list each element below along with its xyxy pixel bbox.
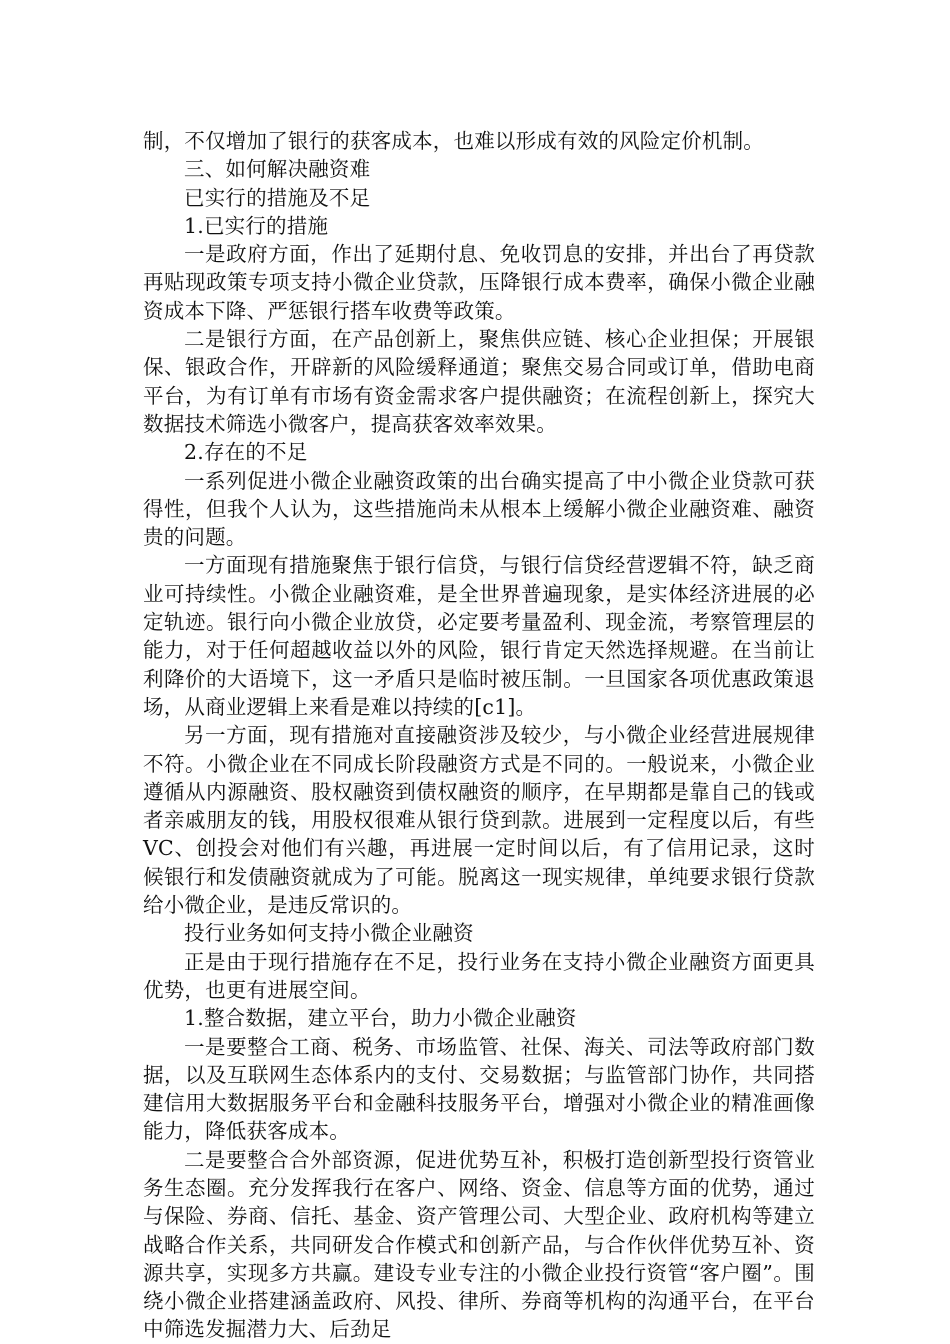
subsection-heading: 2.存在的不足 — [184, 440, 308, 465]
paragraph: 一是要整合工商、税务、市场监管、社保、海关、司法等政府部门数据，以及互联网生态体系内的支付、交易数据；与监管部门协作，共同搭建信用大数据服务平台和金融科技服务平台，增强对小微企业的精准画像能力，降低获客成本。 — [143, 1034, 815, 1144]
subsection-heading: 已实行的措施及不足 — [184, 185, 371, 210]
paragraph: 一方面现有措施聚焦于银行信贷，与银行信贷经营逻辑不符，缺乏商业可持续性。小微企业融资难，是全世界普遍现象，是实体经济进展的必定轨迹。银行向小微企业放贷，必定要考量盈利、现金流，考察管理层的能力，对于任何超越收益以外的风险，银行肯定天然选择规避。在当前让利降价的大语境下，这一矛盾只是临时被压制。一旦国家各项优惠政策退场，从商业逻辑上来看是难以持续的[c1]。 — [143, 553, 815, 719]
subsection-heading: 1.整合数据，建立平台，助力小微企业融资 — [184, 1006, 577, 1031]
paragraph: 二是要整合合外部资源，促进优势互补，积极打造创新型投行资管业务生态圈。充分发挥我行在客户、网络、资金、信息等方面的优势，通过与保险、券商、信托、基金、资产管理公司、大型企业、政府机构等建立战略合作关系，共同研发合作模式和创新产品，与合作伙伴优势互补、资源共享，实现多方共赢。建设专业专注的小微企业投行资管“客户圈”。围绕小微企业搭建涵盖政府、风投、律所、券商等机构的沟通平台，在平台中筛选发掘潜力大、后劲足 — [143, 1147, 815, 1342]
paragraph-continuation: 制，不仅增加了银行的获客成本，也难以形成有效的风险定价机制。 — [143, 129, 764, 153]
subsection-heading: 1.已实行的措施 — [184, 213, 329, 238]
paragraph: 一是政府方面，作出了延期付息、免收罚息的安排，并出台了再贷款再贴现政策专项支持小微企业贷款，压降银行成本费率，确保小微企业融资成本下降、严惩银行搭车收费等政策。 — [143, 242, 815, 323]
section-heading: 三、如何解决融资难 — [184, 157, 371, 182]
subsection-heading: 投行业务如何支持小微企业融资 — [184, 921, 474, 946]
paragraph: 正是由于现行措施存在不足，投行业务在支持小微企业融资方面更具优势，也更有进展空间。 — [143, 949, 815, 1002]
paragraph: 另一方面，现有措施对直接融资涉及较少，与小微企业经营进展规律不符。小微企业在不同成长阶段融资方式是不同的。一般说来，小微企业遵循从内源融资、股权融资到债权融资的顺序，在早期都是靠自己的钱或者亲戚朋友的钱，用股权很难从银行贷到款。进展到一定程度以后，有些VC、创投会对他们有兴趣，再进展一定时间以后，有了信用记录，这时候银行和发债融资就成为了可能。脱离这一现实规律，单纯要求银行贷款给小微企业，是违反常识的。 — [143, 723, 815, 918]
paragraph: 二是银行方面，在产品创新上，聚焦供应链、核心企业担保；开展银保、银政合作，开辟新的风险缓释通道；聚焦交易合同或订单，借助电商平台，为有订单有市场有资金需求客户提供融资；在流程创新上，探究大数据技术筛选小微客户，提高获客效率效果。 — [143, 327, 815, 436]
document-body — [143, 127, 815, 1344]
paragraph: 一系列促进小微企业融资政策的出台确实提高了中小微企业贷款可获得性，但我个人认为，这些措施尚未从根本上缓解小微企业融资难、融资贵的问题。 — [143, 468, 815, 550]
